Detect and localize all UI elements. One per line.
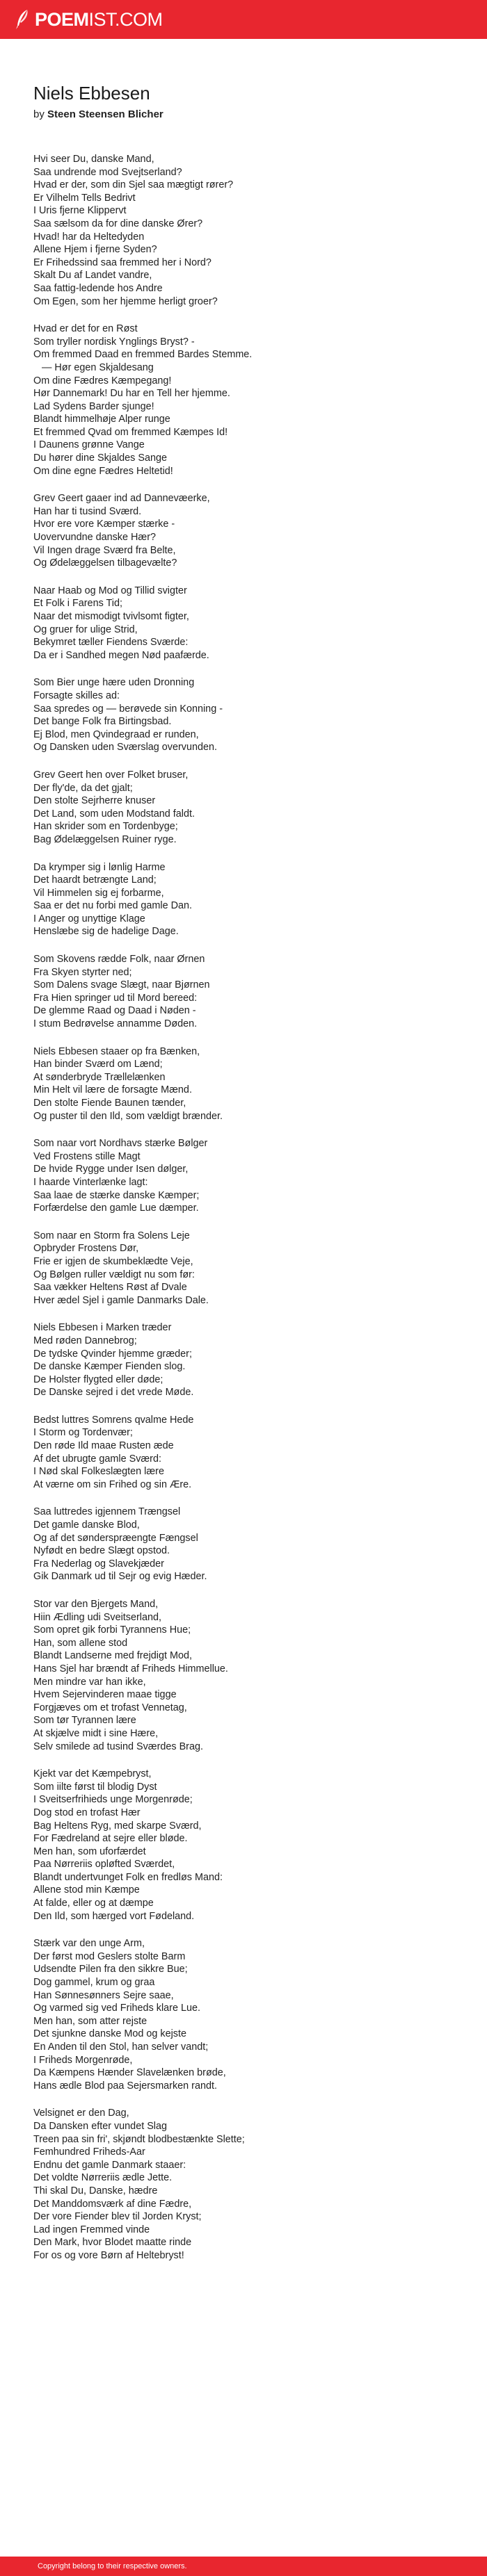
poem-line: De Danske sejred i det vrede Møde. (33, 1387, 194, 1399)
poem-stanza (33, 323, 465, 478)
poem-line: Om dine egne Fædres Heltetid! (33, 465, 173, 477)
poem-line: Hvad! har da Heltedyden (33, 231, 145, 243)
poem-line: Fra Skyen styrter ned; (33, 966, 132, 978)
poem-line: Den Mark, hvor Blodet maatte rinde (33, 2237, 192, 2249)
poem-line: Det voldte Nørreriis ædle Jette. (33, 2172, 173, 2184)
poem-article (33, 82, 465, 2277)
poem-line: Hør Dannemark! Du har en Tell her hjemme. (33, 388, 230, 400)
poem-line: Af det ubrugte gamle Sværd: (33, 1453, 161, 1465)
poem-line: Det gamle danske Blod, (33, 1519, 140, 1531)
poem-line: Hver ædel Sjel i gamle Danmarks Dale. (33, 1294, 209, 1306)
poem-line: Hans ædle Blod paa Sejersmarken randt. (33, 2080, 217, 2092)
poem-line: Da er i Sandhed megen Nød paafærde. (33, 649, 209, 661)
poem-line: Saa fattig-ledende hos Andre (33, 282, 163, 294)
poem-stanza (33, 1937, 465, 2092)
poem-line: Frie er igjen de skumbeklædte Veje, (33, 1255, 193, 1267)
poem-line: Han skrider som en Tordenbyge; (33, 821, 178, 833)
poem-stanza (33, 1230, 465, 1307)
poem-line: Og Ødelæggelsen tilbagevælte? (33, 557, 177, 569)
author-link[interactable]: Steen Steensen Blicher (47, 108, 163, 120)
poem-line: Saa er det nu forbi med gamle Dan. (33, 900, 192, 912)
poem-line: Hiin Ædling udi Sveitserland, (33, 1611, 161, 1623)
poem-line: Stor var den Bjergets Mand, (33, 1599, 159, 1610)
poem-line: Da Dansken efter vundet Slag (33, 2120, 167, 2132)
poem-line: Lad ingen Fremmed vinde (33, 2224, 150, 2235)
poem-line: — Hør egen Skjaldesang (33, 361, 154, 373)
copyright-text: Copyright belong to their respective owners. (38, 2562, 187, 2570)
poem-stanza (33, 1598, 465, 1753)
poem-line: Det haardt betrængte Land; (33, 874, 157, 886)
poem-line: Det sjunkne danske Mod og kejste (33, 2028, 186, 2040)
poem-line: I stum Bedrøvelse annamme Døden. (33, 1018, 198, 1030)
poem-line: Ved Frostens stille Magt (33, 1150, 141, 1162)
poem-line: Som naar en Storm fra Solens Leje (33, 1230, 190, 1241)
poem-line: Som Skovens rædde Folk, naar Ørnen (33, 954, 205, 965)
poem-line: Allene Hjem i fjerne Syden? (33, 244, 157, 256)
poem-line: Grev Geert hen over Folket bruser, (33, 769, 189, 781)
poem-line: Som iilte først til blodig Dyst (33, 1781, 157, 1793)
poem-line: Er Frihedssind saa fremmed her i Nord? (33, 256, 211, 268)
poem-line: Paa Nørreriis opløfted Sværdet, (33, 1859, 175, 1870)
poem-stanza (33, 585, 465, 662)
poem-line: I haarde Vinterlænke lagt: (33, 1176, 148, 1188)
poem-line: Han, som allene stod (33, 1637, 128, 1649)
poem-line: Og puster til den Ild, som vældigt brænder. (33, 1110, 223, 1122)
logo-text-bold: POEM (35, 9, 89, 30)
poem-line: Velsignet er den Dag, (33, 2108, 129, 2119)
poem-line: Forgjæves om et trofast Vennetag, (33, 1702, 187, 1713)
poem-line: Forsagte skilles ad: (33, 690, 120, 701)
poem-line: Bekymret tæller Fiendens Sværde: (33, 637, 189, 649)
poem-line: Grev Geert gaaer ind ad Dannevæerke, (33, 493, 210, 505)
poem-line: Bedst luttres Somrens qvalme Hede (33, 1414, 194, 1426)
poem-line: For os og vore Børn af Heltebryst! (33, 2249, 184, 2261)
poem-line: I Storm og Tordenvær; (33, 1427, 133, 1439)
poem-line: Saa laae de stærke danske Kæmper; (33, 1189, 200, 1201)
poem-line: Men han, som uforfærdet (33, 1845, 146, 1857)
poem-line: Naar Haab og Mod og Tillid svigter (33, 585, 187, 596)
poem-line: I Friheds Morgenrøde, (33, 2054, 133, 2066)
poem-line: De hvide Rygge under Isen dølger, (33, 1164, 189, 1175)
poem-stanza (33, 1045, 465, 1123)
poem-line: Og gruer for ulige Strid, (33, 623, 138, 635)
poem-line: Hvad er der, som din Sjel saa mægtigt rører? (33, 179, 234, 191)
poem-line: Saa spredes og — berøvede sin Konning - (33, 703, 223, 715)
logo-text-light: IST.COM (88, 9, 163, 30)
poem-line: Naar det mismodigt tvivlsomt figter, (33, 611, 189, 622)
poem-line: Der vore Fiender blev til Jorden Kryst; (33, 2211, 202, 2223)
poem-line: Treen paa sin fri', skjøndt blodbestænkte Slette; (33, 2133, 245, 2145)
poem-line: Vil Ingen drage Sværd fra Belte, (33, 544, 176, 556)
poem-line: Da krymper sig i lønlig Harme (33, 861, 166, 873)
poem-line: De Holster flygted eller døde; (33, 1373, 163, 1385)
poem-line: Hvem Sejervinderen maae tigge (33, 1689, 177, 1701)
poem-line: Kjekt var det Kæmpebryst, (33, 1768, 152, 1780)
poem-line: Niels Ebbesen staaer op fra Bænken, (33, 1045, 200, 1057)
poem-line: Opbryder Frostens Dør, (33, 1243, 139, 1255)
poem-line: Henslæbe sig de hadelige Dage. (33, 926, 179, 938)
poem-line: Som tør Tyrannen lære (33, 1715, 136, 1727)
quill-pen-icon (14, 9, 31, 30)
poem-line: Om fremmed Daad en fremmed Bardes Stemme. (33, 349, 253, 361)
poem-line: Vil Himmelen sig ej forbarme, (33, 887, 164, 899)
poem-line: I Uris fjerne Klippervt (33, 205, 127, 217)
poem-line: Hvad er det for en Røst (33, 323, 138, 335)
poem-body (33, 153, 465, 2263)
poem-line: Et fremmed Qvad om fremmed Kæmpes Id! (33, 426, 228, 438)
poem-line: Og Bølgen ruller vældigt nu som før: (33, 1269, 195, 1280)
by-label: by (33, 108, 45, 120)
poem-line: At skjælve midt i sine Hære, (33, 1727, 159, 1739)
poem-line: Som opret gik forbi Tyrannens Hue; (33, 1624, 191, 1636)
poem-line: Et Folk i Farens Tid; (33, 598, 122, 610)
poem-stanza (33, 1137, 465, 1215)
poem-line: Hvor ere vore Kæmper stærke - (33, 519, 175, 530)
site-logo[interactable] (14, 8, 163, 31)
poem-stanza (33, 676, 465, 754)
poem-line: Blandt himmelhøje Alper runge (33, 414, 170, 425)
poem-line: Saa vækker Heltens Røst af Dvale (33, 1282, 187, 1294)
poem-line: Han har ti tusind Sværd. (33, 505, 142, 517)
poem-line: Selv smilede ad tusind Sværdes Brag. (33, 1741, 203, 1752)
poem-line: Det Land, som uden Modstand faldt. (33, 808, 195, 820)
poem-line: Han binder Sværd om Lænd; (33, 1059, 163, 1070)
poem-line: De danske Kæmper Fienden slog. (33, 1361, 186, 1373)
poem-byline (33, 107, 465, 122)
poem-line: Hans Sjel har brændt af Friheds Himmellue. (33, 1663, 228, 1674)
poem-line: Men mindre var han ikke, (33, 1676, 146, 1688)
poem-title: Niels Ebbesen (33, 83, 150, 104)
poem-line: At værne om sin Frihed og sin Ære. (33, 1478, 192, 1490)
poem-line: I Anger og unyttige Klage (33, 913, 145, 924)
poem-line: Niels Ebbesen i Marken træder (33, 1322, 172, 1334)
poem-line: Lad Sydens Barder sjunge! (33, 400, 154, 412)
poem-line: Fra Hien springer ud til Mord bereed: (33, 992, 198, 1004)
poem-line: De glemme Raad og Daad i Nøden - (33, 1005, 196, 1017)
poem-line: Ej Blod, men Qvindegraad er runden, (33, 728, 199, 740)
poem-line: Er Vilhelm Tells Bedrivt (33, 192, 136, 204)
poem-line: Uovervundne danske Hær? (33, 532, 156, 544)
poem-stanza (33, 1768, 465, 1923)
poem-line: Bag Heltens Ryg, med skarpe Sværd, (33, 1820, 202, 1832)
poem-line: Med røden Dannebrog; (33, 1335, 137, 1346)
poem-stanza (33, 769, 465, 847)
poem-line: Som Dalens svage Slægt, naar Bjørnen (33, 979, 210, 991)
poem-line: Skalt Du af Landet vandre, (33, 270, 152, 282)
poem-line: Det bange Folk fra Birtingsbad. (33, 716, 172, 728)
poem-line: Femhundred Friheds-Aar (33, 2146, 145, 2158)
poem-line: Endnu det gamle Danmark staaer: (33, 2159, 186, 2171)
poem-line: At falde, eller og at dæmpe (33, 1898, 154, 1909)
poem-line: At sønderbryde Trællelænken (33, 1071, 166, 1083)
poem-line: Saa sælsom da for dine danske Ører? (33, 218, 203, 229)
poem-stanza (33, 861, 465, 939)
poem-line: Og varmed sig ved Friheds klare Lue. (33, 2003, 200, 2014)
poem-line: Og Dansken uden Sværslag overvunden. (33, 742, 217, 753)
poem-line: Du hører dine Skjaldes Sange (33, 453, 167, 464)
poem-line: Der fly'de, da det gjalt; (33, 782, 133, 794)
poem-line: Thi skal Du, Danske, hædre (33, 2185, 158, 2196)
poem-line: En Anden til den Stol, han selver vandt; (33, 2041, 209, 2053)
poem-stanza (33, 2107, 465, 2262)
poem-line: I Daunens grønne Vange (33, 439, 145, 451)
poem-line: I Sveitserfrihieds unge Morgenrøde; (33, 1794, 193, 1806)
poem-line: Bag Ødelæggelsen Ruiner ryge. (33, 833, 177, 845)
poem-line: Da Kæmpens Hænder Slavelænken brøde, (33, 2067, 226, 2079)
poem-stanza (33, 1414, 465, 1492)
poem-stanza (33, 953, 465, 1031)
poem-line: Og af det sønderspræengte Fængsel (33, 1532, 198, 1544)
poem-line: For Fædreland at sejre eller bløde. (33, 1833, 188, 1845)
poem-line: De tydske Qvinder hjemme græder; (33, 1348, 192, 1360)
poem-line: Saa luttredes igjennem Trængsel (33, 1506, 181, 1518)
poem-line: Min Helt vil lære de forsagte Mænd. (33, 1084, 192, 1096)
poem-line: Om dine Fædres Kæmpegang! (33, 375, 172, 386)
poem-stanza (33, 153, 465, 308)
site-header (0, 0, 487, 39)
poem-line: Allene stod min Kæmpe (33, 1884, 140, 1896)
poem-line: Den Ild, som hærged vort Fødeland. (33, 1910, 195, 1922)
poem-line: Fra Nederlag og Slavekjæder (33, 1558, 164, 1570)
poem-line: Dog gammel, krum og graa (33, 1977, 155, 1989)
poem-stanza (33, 1321, 465, 1399)
poem-line: Han Sønnesønners Sejre saae, (33, 1989, 174, 2001)
poem-line: Men han, som atter rejste (33, 2015, 147, 2027)
poem-line: Dog stod en trofast Hær (33, 1807, 141, 1818)
poem-line: Den stolte Fiende Baunen tænder, (33, 1098, 186, 1109)
poem-line: Nyfødt en bedre Slægt opstod. (33, 1545, 170, 1557)
poem-line: Den røde Ild maae Rusten æde (33, 1440, 174, 1452)
poem-stanza (33, 492, 465, 570)
poem-line: Stærk var den unge Arm, (33, 1938, 145, 1950)
poem-line: Som naar vort Nordhavs stærke Bølger (33, 1138, 208, 1150)
poem-line: Der først mod Geslers stolte Barm (33, 1950, 186, 1962)
poem-line: I Nød skal Folkeslægten lære (33, 1466, 164, 1478)
poem-line: Hvi seer Du, danske Mand, (33, 154, 154, 165)
poem-stanza (33, 1506, 465, 1583)
poem-line: Saa undrende mod Svejtserland? (33, 166, 182, 178)
poem-line: Blandt undertvunget Folk en fredløs Mand: (33, 1871, 223, 1883)
poem-line: Det Manddomsværk af dine Fædre, (33, 2198, 192, 2210)
site-footer (0, 2557, 487, 2576)
poem-line: Om Egen, som her hjemme herligt groer? (33, 295, 218, 307)
poem-line: Gik Danmark ud til Sejr og evig Hæder. (33, 1571, 207, 1583)
poem-line: Som tryller nordisk Ynglings Bryst? - (33, 336, 195, 348)
poem-line: Forfærdelse den gamle Lue dæmper. (33, 1203, 199, 1214)
poem-line: Som Bier unge hære uden Dronning (33, 677, 195, 689)
poem-line: Udsendte Pilen fra den sikkre Bue; (33, 1964, 188, 1975)
poem-line: Blandt Landserne med frejdigt Mod, (33, 1650, 192, 1662)
poem-line: Den stolte Sejrherre knuser (33, 795, 156, 807)
